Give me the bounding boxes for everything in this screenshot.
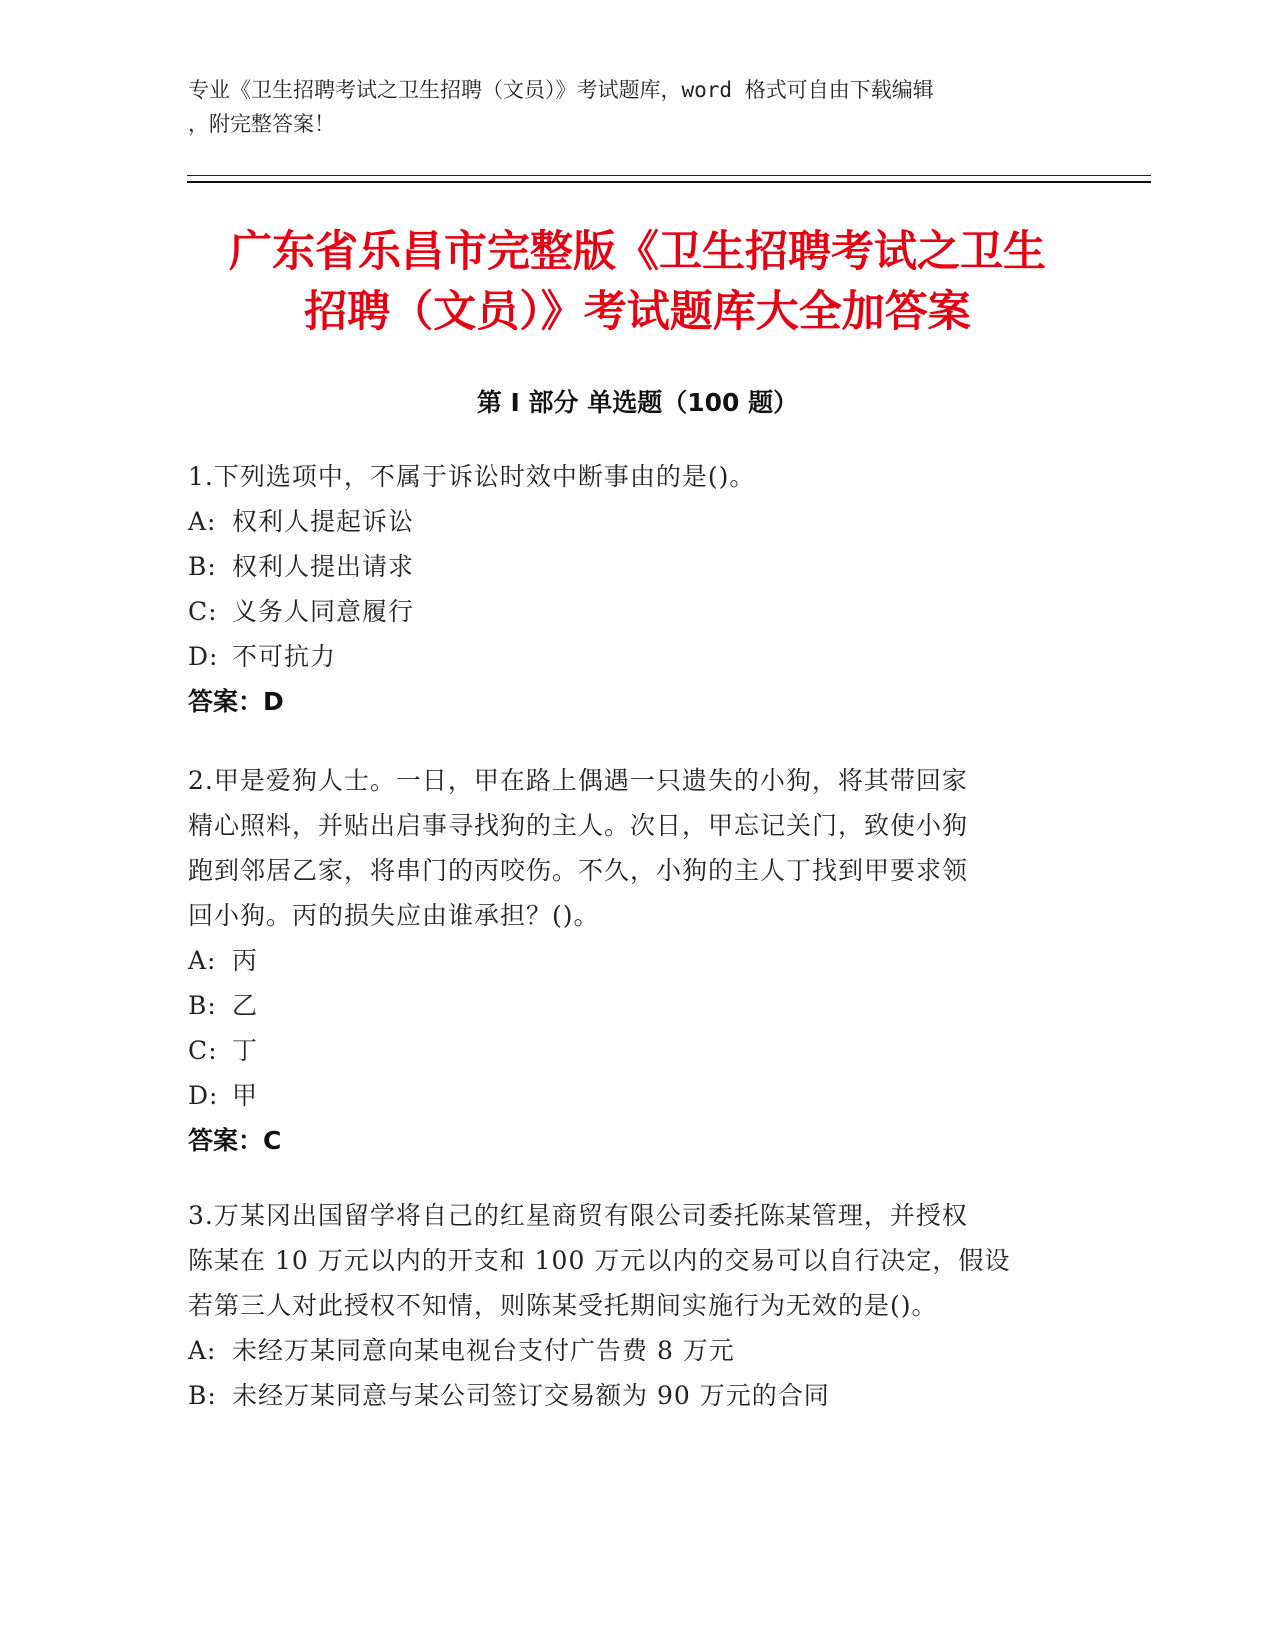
option-letter: B:: [188, 991, 217, 1020]
option-text: 甲: [232, 1081, 259, 1110]
option-letter: C:: [188, 1036, 218, 1065]
header-note-line1: 专业《卫生招聘考试之卫生招聘（文员）》考试题库，word 格式可自由下载编辑: [188, 78, 934, 102]
question-2: [188, 758, 1088, 1163]
header-divider-thick: [187, 181, 1151, 183]
header-divider-thin: [187, 175, 1151, 176]
option-a: [188, 499, 1088, 544]
option-text: 乙: [232, 991, 259, 1020]
option-letter: A:: [188, 946, 217, 975]
question-3: [188, 1193, 1088, 1418]
option-b: [188, 983, 1088, 1028]
question-text-line: 3.万某冈出国留学将自己的红星商贸有限公司委托陈某管理，并授权: [188, 1201, 968, 1230]
document-title: [150, 222, 1125, 342]
option-letter: B:: [188, 1381, 217, 1410]
option-text: 义务人同意履行: [232, 597, 415, 626]
option-letter: D:: [188, 1081, 219, 1110]
option-letter: B:: [188, 552, 217, 581]
option-text: 丁: [232, 1036, 259, 1065]
answer: 答案：D: [188, 687, 284, 716]
option-letter: D:: [188, 642, 219, 671]
header-note-line2: ，附完整答案！: [188, 112, 335, 136]
option-text: 权利人提出请求: [232, 552, 415, 581]
option-letter: A:: [188, 507, 217, 536]
question-1: [188, 454, 1088, 724]
option-letter: C:: [188, 597, 218, 626]
option-text: 权利人提起诉讼: [232, 507, 415, 536]
answer: 答案：C: [188, 1126, 282, 1155]
question-text-line: 跑到邻居乙家，将串门的丙咬伤。不久，小狗的主人丁找到甲要求领: [188, 856, 969, 885]
title-line1: 广东省乐昌市完整版《卫生招聘考试之卫生: [229, 227, 1046, 277]
option-b: [188, 544, 1088, 589]
title-line2: 招聘（文员）》考试题库大全加答案: [304, 287, 971, 337]
option-a: [188, 938, 1088, 983]
option-d: [188, 1073, 1088, 1118]
option-text: 未经万某同意向某电视台支付广告费 8 万元: [232, 1336, 735, 1365]
option-text: 丙: [232, 946, 259, 975]
question-text-line: 若第三人对此授权不知情，则陈某受托期间实施行为无效的是()。: [188, 1291, 938, 1320]
question-text-line: 回小狗。丙的损失应由谁承担？()。: [188, 901, 600, 930]
section-heading: 第 I 部分 单选题（100 题）: [476, 388, 799, 417]
option-c: [188, 1028, 1088, 1073]
option-letter: A:: [188, 1336, 217, 1365]
option-text: 未经万某同意与某公司签订交易额为 90 万元的合同: [232, 1381, 830, 1410]
question-text-line: 陈某在 10 万元以内的开支和 100 万元以内的交易可以自行决定，假设: [188, 1246, 1011, 1275]
option-d: [188, 634, 1088, 679]
question-text: 1.下列选项中，不属于诉讼时效中断事由的是()。: [188, 462, 756, 491]
question-text-line: 精心照料，并贴出启事寻找狗的主人。次日，甲忘记关门，致使小狗: [188, 811, 969, 840]
question-text-line: 2.甲是爱狗人士。一日，甲在路上偶遇一只遗失的小狗，将其带回家: [188, 766, 968, 795]
option-b: [188, 1373, 1088, 1418]
option-text: 不可抗力: [232, 642, 337, 671]
header-note: [188, 73, 1088, 141]
option-c: [188, 589, 1088, 634]
option-a: [188, 1328, 1088, 1373]
